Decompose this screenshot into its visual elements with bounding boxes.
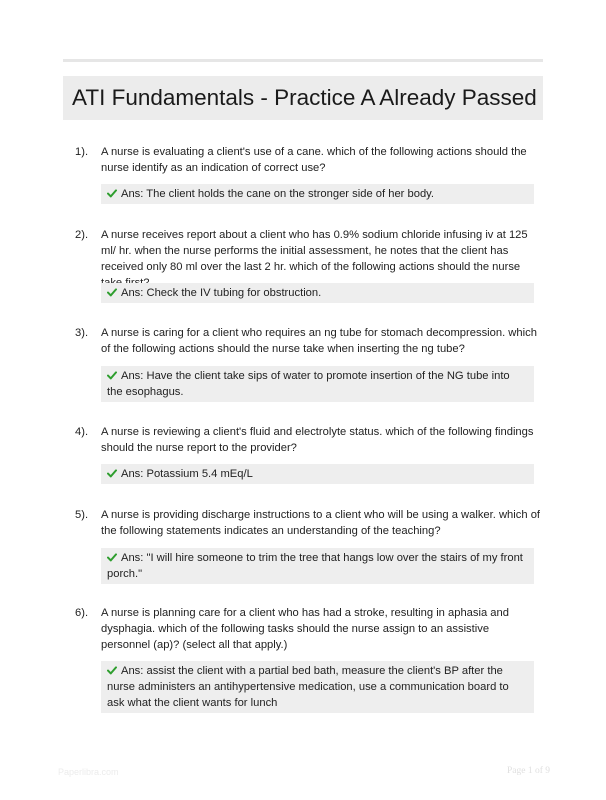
answer-box [101,464,534,484]
question-number: 3). [75,327,89,339]
question-number: 2). [75,229,89,241]
footer-page-number: Page 1 of 9 [506,766,550,776]
question-text: A nurse is providing discharge instructions to a client who will be using a walker. which of the following statements indicates an understanding of the teaching? [101,509,541,537]
answer-text: Ans: Check the IV tubing for obstruction. [121,287,322,299]
check-icon [107,288,117,297]
answer-text: Ans: "I will hire someone to trim the tree that hangs low over the stairs of my front porch." [107,552,523,580]
answer-text: Ans: Have the client take sips of water to promote insertion of the NG tube into the esophagus. [107,370,510,398]
answer-text: Ans: Potassium 5.4 mEq/L [121,468,253,480]
answer-box [101,366,534,402]
title-bar [63,76,543,120]
question-text: A nurse is reviewing a client's fluid and electrolyte status. which of the following findings should the nurse report to the provider? [101,426,534,454]
check-icon [107,553,117,562]
question-text: A nurse is caring for a client who requires an ng tube for stomach decompression. which of the following actions should the nurse take when inserting the ng tube? [101,327,537,355]
answer-box [101,184,534,204]
top-divider [63,59,543,62]
check-icon [107,666,117,675]
question-text: A nurse receives report about a client who has 0.9% sodium chloride infusing iv at 125 ml/ hr. when the nurse performs the initial assessment, he notes that the client has received only 80 ml over the last 2 hr. which of the following actions should the nurse [101,229,528,273]
question-number: 4). [75,426,89,438]
question-number: 1). [75,146,89,158]
check-icon [107,469,117,478]
footer-site-watermark: Paperlibra.com [58,767,119,777]
question-text: A nurse is evaluating a client's use of a cane. which of the following actions should the nurse identify as an indication of correct use? [101,146,527,174]
check-icon [107,189,117,198]
answer-text: Ans: assist the client with a partial bed bath, measure the client's BP after the nurse administers an antihypertensive medication, use a communication board to ask what the client wants for lunch [107,665,509,709]
answer-box [101,661,534,713]
page-title: ATI Fundamentals - Practice A Already Passed [72,85,537,110]
answer-box [101,283,534,303]
question-text: A nurse is planning care for a client who has had a stroke, resulting in aphasia and dysphagia. which of the following tasks should the nurse assign to an assistive personnel (ap)? (select all that apply.) [101,607,509,651]
question-number: 5). [75,509,89,521]
question-number: 6). [75,607,89,619]
answer-box [101,548,534,584]
answer-text: Ans: The client holds the cane on the stronger side of her body. [121,188,435,200]
check-icon [107,371,117,380]
